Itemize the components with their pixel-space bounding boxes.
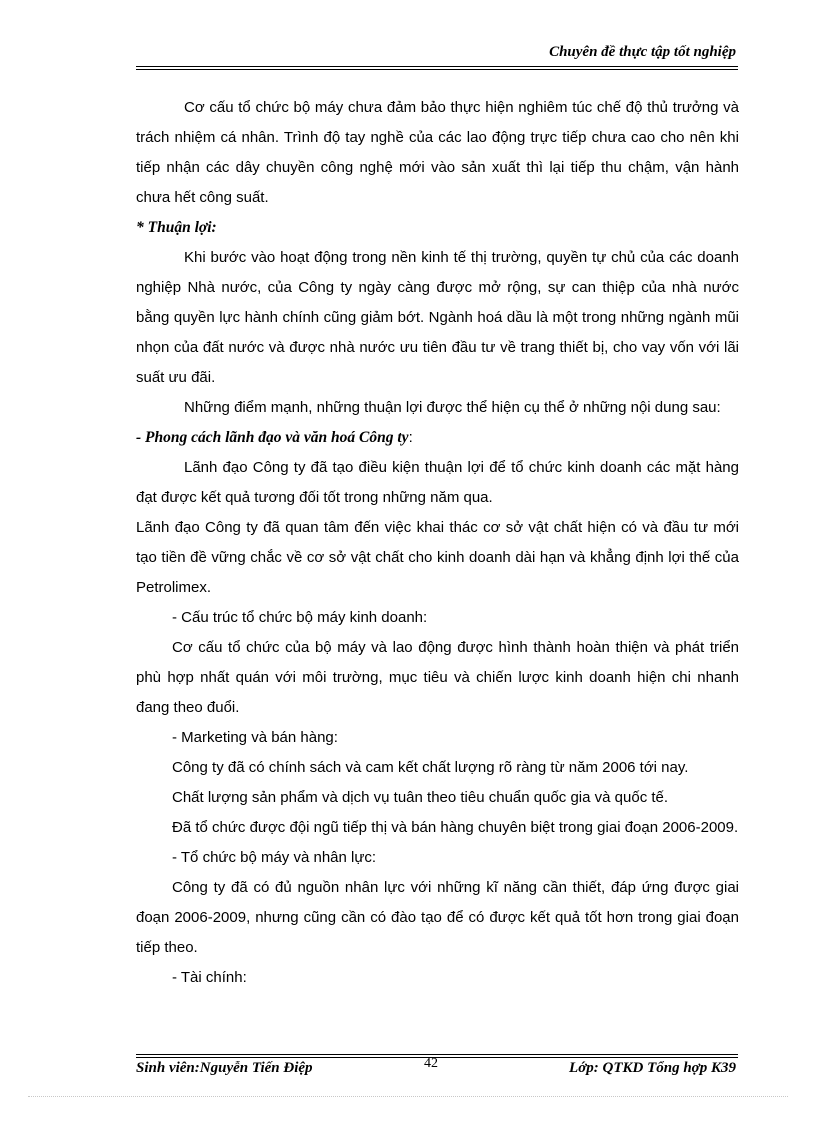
subheading-leadership-text: - Phong cách lãnh đạo và văn hoá Công ty bbox=[136, 429, 409, 446]
document-body bbox=[136, 93, 739, 993]
paragraph: Cơ cấu tổ chức của bộ máy và lao động được hình thành hoàn thiện và phát triển phù hợp nhất quán với môi trường, mục tiêu và chiến lược kinh doanh hiện chi nhanh đang theo đuổi. bbox=[136, 639, 739, 716]
page-edge-divider bbox=[28, 1096, 788, 1097]
paragraph: Công ty đã có đủ nguồn nhân lực với những kĩ năng cần thiết, đáp ứng được giai đoạn 2006-2009, nhưng cũng cần có đào tạo để có được kết quả tốt hơn trong giai đoạn tiếp theo. bbox=[136, 879, 739, 956]
paragraph: Đã tổ chức được đội ngũ tiếp thị và bán hàng chuyên biệt trong giai đoạn 2006-2009. bbox=[172, 819, 739, 836]
paragraph: Khi bước vào hoạt động trong nền kinh tế thị trường, quyền tự chủ của các doanh nghiệp Nhà nước, của Công ty ngày càng được mở rộng, sự can thiệp của nhà nước bằng quyền lực hành chính cũng giảm bớt. Ngành hoá dầu là một trong những ngành mũi nhọn của đất nước và được nhà nước ưu tiên đầu tư về trang thiết bị, cho vay vốn với lãi suất ưu đãi. bbox=[136, 249, 739, 386]
page-number: 42 bbox=[424, 1056, 438, 1071]
paragraph: Chất lượng sản phẩm và dịch vụ tuân theo tiêu chuẩn quốc gia và quốc tế. bbox=[172, 789, 669, 806]
subheading-colon: : bbox=[408, 429, 413, 446]
paragraph: Lãnh đạo Công ty đã tạo điều kiện thuận lợi để tổ chức kinh doanh các mặt hàng đạt được kết quả tương đối tốt trong những năm qua. bbox=[136, 459, 739, 506]
footer-student-name: Sinh viên:Nguyễn Tiến Điệp bbox=[136, 1060, 313, 1076]
paragraph: Những điểm mạnh, những thuận lợi được thể hiện cụ thể ở những nội dung sau: bbox=[184, 399, 721, 416]
header-title: Chuyên đề thực tập tốt nghiệp bbox=[549, 44, 736, 60]
list-item-organization: - Tổ chức bộ máy và nhân lực: bbox=[172, 849, 377, 866]
paragraph: Lãnh đạo Công ty đã quan tâm đến việc khai thác cơ sở vật chất hiện có và đầu tư mới tạo tiền đề vững chắc về cơ sở vật chất cho kinh doanh dài hạn và khẳng định lợi thế của Petrolimex. bbox=[136, 519, 739, 596]
section-heading-advantages: * Thuận lợi: bbox=[136, 219, 217, 236]
list-item-structure: - Cấu trúc tổ chức bộ máy kinh doanh: bbox=[172, 609, 428, 626]
header-rule bbox=[136, 66, 738, 70]
list-item-finance: - Tài chính: bbox=[172, 969, 247, 986]
subheading-leadership bbox=[136, 423, 739, 453]
list-item-marketing: - Marketing và bán hàng: bbox=[172, 729, 338, 746]
footer-class: Lớp: QTKD Tổng hợp K39 bbox=[569, 1060, 736, 1076]
paragraph: Công ty đã có chính sách và cam kết chất lượng rõ ràng từ năm 2006 tới nay. bbox=[172, 759, 689, 776]
paragraph: Cơ cấu tổ chức bộ máy chưa đảm bảo thực hiện nghiêm túc chế độ thủ trưởng và trách nhiệm cá nhân. Trình độ tay nghề của các lao động trực tiếp chưa cao cho nên khi tiếp nhận các dây chuyền công nghệ mới vào sản xuất thì lại tiếp thu chậm, vận hành chưa hết công suất. bbox=[136, 99, 739, 206]
